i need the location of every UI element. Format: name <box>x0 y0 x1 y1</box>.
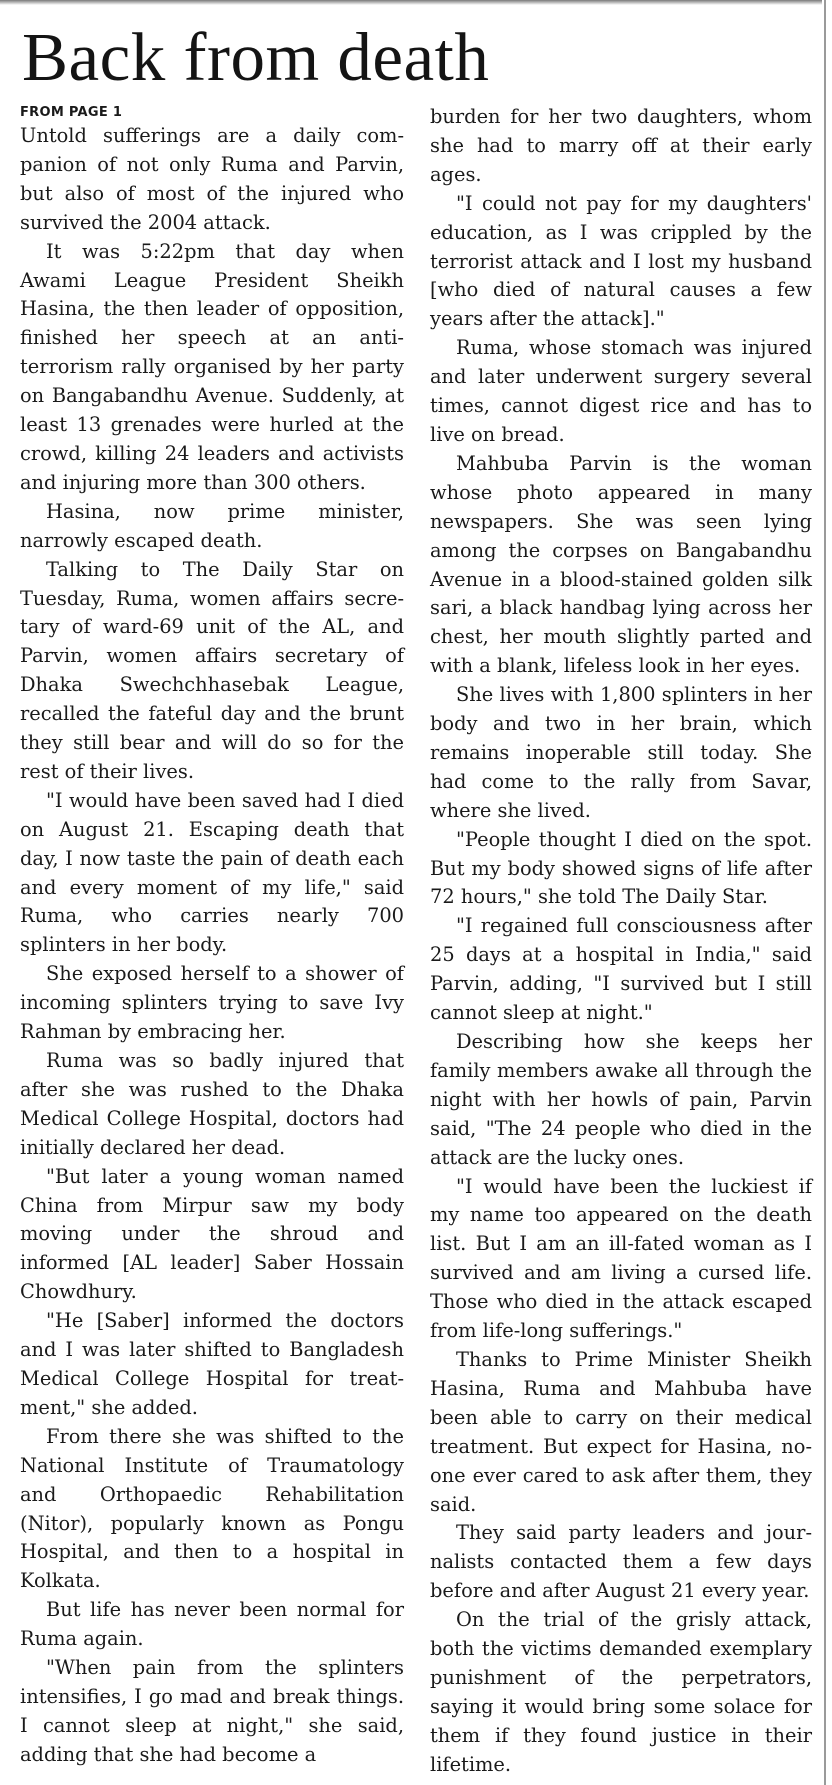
paragraph: Talking to The Daily Star on Tuesday, Ruma, women affairs secretary of ward-69 unit of the AL, and Parvin, women affairs secretary of Dhaka Swechchhasebak League, recalled the fateful day and the brunt they still bear and will do so for the rest of their lives. <box>20 557 404 783</box>
paragraph: Thanks to Prime Minister Sheikh Hasina, Ruma and Mahbuba have been able to carry on their medical treatment. But expect for Hasina, no-one ever cared to ask after them, they said. <box>430 1347 812 1516</box>
paragraph: Hasina, now prime minister, narrowly escaped death. <box>20 499 404 552</box>
clipping-right-edge <box>824 0 826 1785</box>
paragraph: "I would have been saved had I died on August 21. Escaping death that day, I now taste the pain of death each and every moment of my life," said Ruma, who carries nearly 700 splinters in her body. <box>20 788 404 957</box>
paragraph: Untold sufferings are a daily companion of not only Ruma and Parvin, but also of most of the injured who survived the 2004 attack. <box>20 124 404 234</box>
paragraph: Describing how she keeps her family members awake all through the night with her howls of pain, Parvin said, "The 24 people who died in the attack are the lucky ones. <box>430 1030 812 1169</box>
paragraph: "He [Saber] informed the doctors and I was later shifted to Bangladesh Medical College Hospital for treatment," she added. <box>20 1309 404 1419</box>
paragraph: From there she was shifted to the National Institute of Traumatology and Orthopaedic Rehabilitation (Nitor), popularly known as Pongu Hospital, and then to a hospital in Kolkata. <box>20 1424 404 1593</box>
paragraph: It was 5:22pm that day when Awami League President Sheikh Hasina, the then leader of opposition, finished her speech at an anti-terrorism rally organised by her party on Bangabandhu Avenue. Suddenly, at least 13 grenades were hurled at the crowd, killing 24 leaders and activists and injuring more than 300 others. <box>20 239 404 494</box>
paragraph: But life has never been normal for Ruma again. <box>20 1598 404 1651</box>
paragraph: She exposed herself to a shower of incoming splinters trying to save Ivy Rahman by embracing her. <box>20 962 404 1044</box>
paragraph: "When pain from the splinters intensifies, I go mad and break things. I cannot sleep at night," she said, adding that she had become a <box>20 1656 404 1766</box>
paragraph: On the trial of the grisly attack, both the victims demanded exemplary punishment of the perpetrators, saying it would bring some solace for them if they found justice in their lifetime. <box>430 1608 812 1776</box>
from-page-label: FROM PAGE 1 <box>20 105 123 120</box>
left-column <box>20 103 404 1785</box>
right-column <box>430 103 812 1785</box>
paragraph: She lives with 1,800 splinters in her body and two in her brain, which remains inoperable still today. She had come to the rally from Savar, where she lived. <box>430 683 812 822</box>
paragraph: "I could not pay for my daughters' education, as I was crippled by the terrorist attack and I lost my husband [who died of natural causes a few years after the attack]." <box>430 191 812 331</box>
paragraph-continuation: burden for her two daughters, whom she had to marry off at their early ages. <box>430 105 812 186</box>
headline: Back from death <box>22 19 490 95</box>
paragraph: "I would have been the luckiest if my name too appeared on the death list. But I am an ill-fated woman as I survived and am living a cursed life. Those who died in the attack escaped from life-long sufferings." <box>430 1174 812 1343</box>
paragraph: Ruma, whose stomach was injured and later underwent surgery several times, cannot digest rice and has to live on bread. <box>430 336 812 446</box>
paragraph: "People thought I died on the spot. But my body showed signs of life after 72 hours," she told The Daily Star. <box>430 827 812 909</box>
clipping-top-edge <box>0 0 822 5</box>
paragraph: Mahbuba Parvin is the woman whose photo appeared in many newspapers. She was seen lying among the corpses on Bangabandhu Avenue in a blood-stained golden silk sari, a black handbag lying across her chest, her mouth slightly parted and with a blank, lifeless look in her eyes. <box>430 451 812 678</box>
paragraph: They said party leaders and journalists contacted them a few days before and after August 21 every year. <box>430 1521 812 1603</box>
paragraph: Ruma was so badly injured that after she was rushed to the Dhaka Medical College Hospital, doctors had initially declared her dead. <box>20 1049 404 1159</box>
paragraph: "I regained full consciousness after 25 days at a hospital in India," said Parvin, adding, "I survived but I still cannot sleep at night." <box>430 914 812 1025</box>
paragraph: "But later a young woman named China from Mirpur saw my body moving under the shroud and informed [AL leader] Saber Hossain Chowdhury. <box>20 1164 404 1304</box>
